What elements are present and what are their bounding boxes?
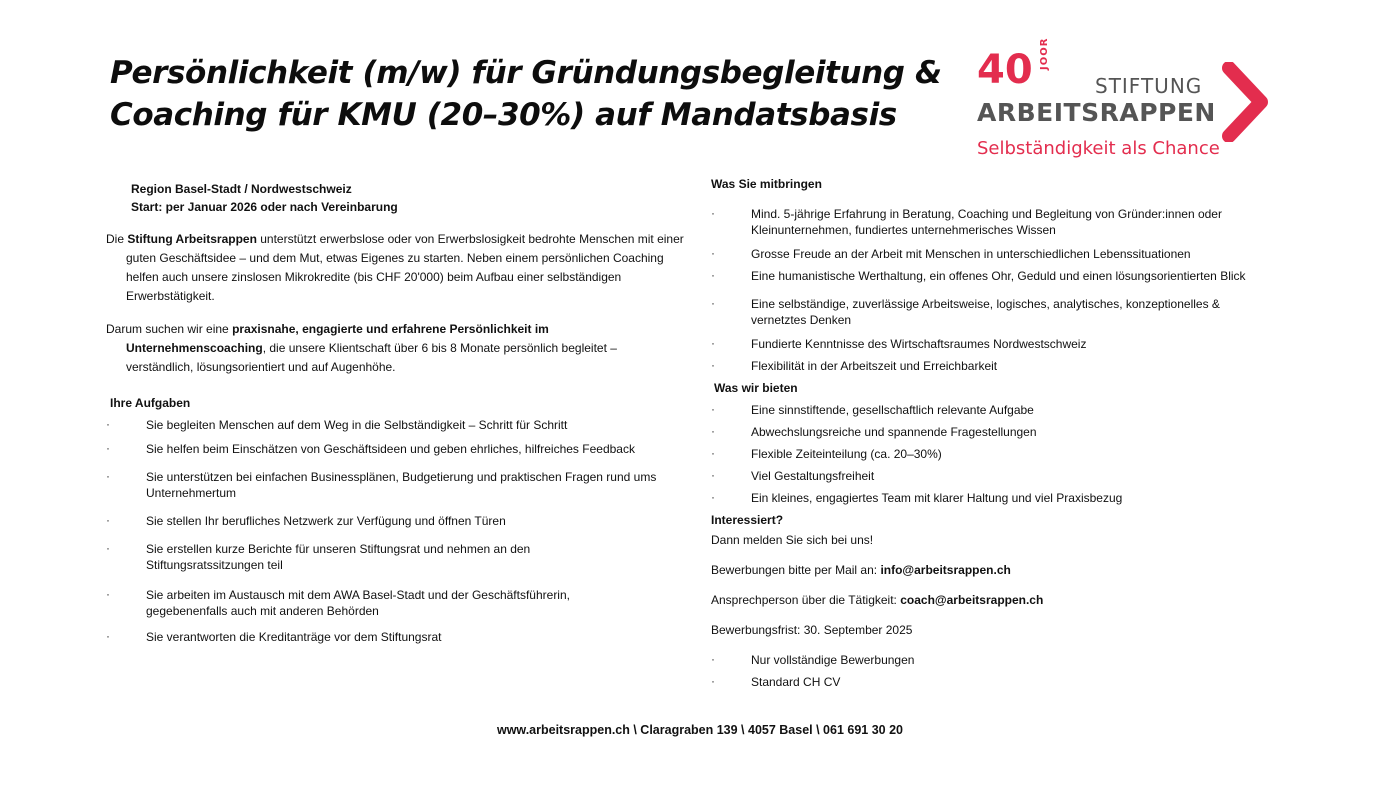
offer-heading: Was wir bieten <box>714 381 798 395</box>
logo-stiftung-text: STIFTUNG <box>1095 74 1203 98</box>
coach-email-link[interactable]: coach@arbeitsrappen.ch <box>900 593 1044 607</box>
intro-p1-prefix: Die <box>106 232 128 246</box>
start-line: Start: per Januar 2026 oder nach Vereinbarung <box>131 200 398 214</box>
apply-line <box>711 562 1311 578</box>
intro-p1-bold: Stiftung Arbeitsrappen <box>127 232 257 246</box>
contact-person-line <box>711 592 1311 608</box>
contact-person-label: Ansprechperson über die Tätigkeit: <box>711 593 901 607</box>
logo-tagline: Selbständigkeit als Chance <box>977 138 1220 159</box>
list-item: · Sie verantworten die Kreditanträge vor dem Stiftungsrat <box>106 629 686 645</box>
list-item: · Sie helfen beim Einschätzen von Geschäftsideen und geben ehrliches, hilfreiches Feedback <box>106 441 686 457</box>
page-title <box>110 52 970 136</box>
list-item: · Eine sinnstiftende, gesellschaftlich relevante Aufgabe <box>711 402 1311 418</box>
logo-joor-text: JOOR <box>1039 37 1050 70</box>
list-item: · Sie stellen Ihr berufliches Netzwerk zur Verfügung und öffnen Türen <box>106 513 686 529</box>
apply-email-link[interactable]: info@arbeitsrappen.ch <box>880 563 1011 577</box>
search-paragraph <box>106 320 686 377</box>
right-column <box>711 176 1311 696</box>
title-line-2: Coaching für KMU (20–30%) auf Mandatsbasis <box>110 97 897 133</box>
list-item: · Sie unterstützen bei einfachen Businessplänen, Budgetierung und praktischen Fragen rund ums Unternehmertum <box>106 469 686 501</box>
list-item: · Sie begleiten Menschen auf dem Weg in die Selbständigkeit – Schritt für Schritt <box>106 417 686 433</box>
intro-p2-rest: , die unsere Klientschaft über 6 bis 8 Monate persönlich begleitet – verständlich, lösungsorientiert und auf Augenhöhe. <box>126 341 617 374</box>
chevron-right-icon <box>1221 62 1273 142</box>
list-item: · Sie arbeiten im Austausch mit dem AWA Basel-Stadt und der Geschäftsführerin, gegebenenfalls auch mit anderen Behörden <box>106 587 686 619</box>
tasks-list <box>106 417 686 645</box>
list-item: · Viel Gestaltungsfreiheit <box>711 468 1311 484</box>
list-item: · Abwechslungsreiche und spannende Fragestellungen <box>711 424 1311 440</box>
footer-contact: www.arbeitsrappen.ch \ Claragraben 139 \ 4057 Basel \ 061 691 30 20 <box>496 723 903 737</box>
intro-p1-rest: unterstützt erwerbslose oder von Erwerbslosigkeit bedrohte Menschen mit einer guten Geschäftsidee – und dem Mut, etwas Eigenes zu starten. Neben einem persönlichen Coaching helfen auch unsere zinslosen Mikrokredite (bis CHF 20'000) beim Aufbau einer selbständigen Erwerbstätigkeit. <box>126 232 684 303</box>
list-item: · Flexibilität in der Arbeitszeit und Erreichbarkeit <box>711 358 1311 374</box>
list-item: · Ein kleines, engagiertes Team mit klarer Haltung und viel Praxisbezug <box>711 490 1311 506</box>
application-notes-list <box>711 652 1311 690</box>
list-item: · Standard CH CV <box>711 674 1311 690</box>
list-item: · Eine humanistische Werthaltung, ein offenes Ohr, Geduld und einen lösungsorientierten Blick <box>711 268 1311 284</box>
stiftung-logo <box>975 37 1275 168</box>
contact-cta: Dann melden Sie sich bei uns! <box>711 533 874 547</box>
list-item: · Nur vollständige Bewerbungen <box>711 652 1311 668</box>
logo-arbeitsrappen-text: ARBEITSRAPPEN <box>977 98 1216 127</box>
tasks-heading: Ihre Aufgaben <box>110 396 191 410</box>
intro-p2-prefix: Darum suchen wir eine <box>106 322 233 336</box>
requirements-heading: Was Sie mitbringen <box>711 177 822 191</box>
requirements-list <box>711 206 1311 374</box>
list-item: · Eine selbständige, zuverlässige Arbeitsweise, logisches, analytisches, konzeptionelles & vernetztes Denken <box>711 296 1311 328</box>
deadline-line: Bewerbungsfrist: 30. September 2025 <box>711 623 913 637</box>
offer-list <box>711 402 1311 506</box>
contact-heading: Interessiert? <box>711 513 784 527</box>
list-item: · Flexible Zeiteinteilung (ca. 20–30%) <box>711 446 1311 462</box>
logo-anniversary-number: 40 <box>977 47 1033 93</box>
list-item: · Sie erstellen kurze Berichte für unseren Stiftungsrat und nehmen an den Stiftungsratssitzungen teil <box>106 541 686 573</box>
left-column <box>106 180 686 653</box>
intro-p2-bold: praxisnahe, engagierte und erfahrene Persönlichkeit im Unternehmenscoaching <box>126 322 549 355</box>
list-item: · Mind. 5-jährige Erfahrung in Beratung, Coaching und Begleitung von Gründer:innen oder Kleinunternehmen, fundiertes unternehmerisches Wissen <box>711 206 1311 238</box>
list-item: · Fundierte Kenntnisse des Wirtschaftsraumes Nordwestschweiz <box>711 336 1311 352</box>
title-line-1: Persönlichkeit (m/w) für Gründungsbegleitung & <box>110 55 942 91</box>
apply-label: Bewerbungen bitte per Mail an: <box>711 563 881 577</box>
region-line: Region Basel-Stadt / Nordwestschweiz <box>131 182 352 196</box>
intro-paragraph <box>106 230 686 306</box>
list-item: · Grosse Freude an der Arbeit mit Menschen in unterschiedlichen Lebenssituationen <box>711 246 1311 262</box>
